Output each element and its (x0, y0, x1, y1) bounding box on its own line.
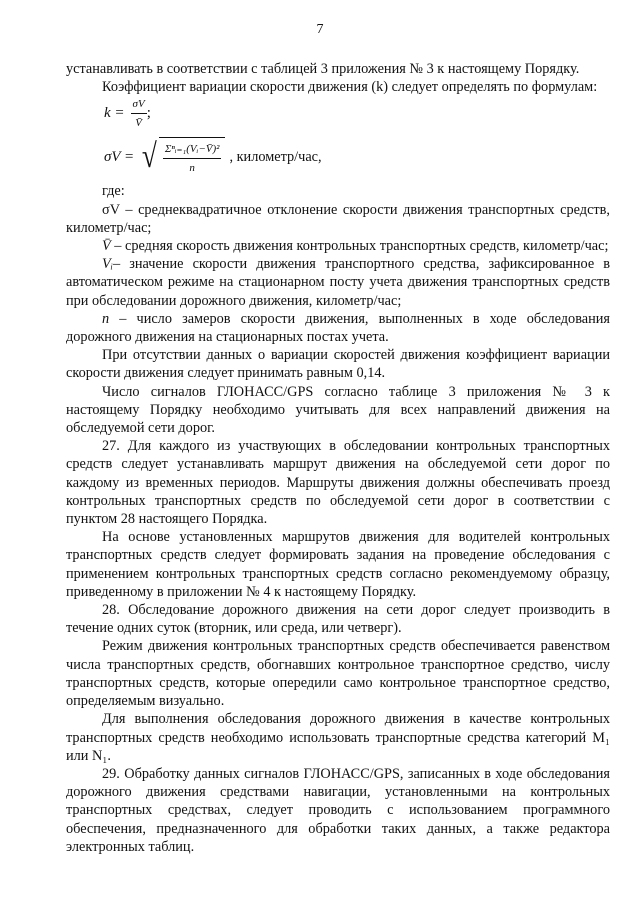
formula-sigma (104, 132, 610, 182)
where-label: где: (102, 183, 125, 200)
paragraph-27: 27. Для каждого из участвующих в обследовании контрольных транспортных средств следует устанавливать маршрут движения на обследуемой сети дорог по каждому из временных периодов. Маршруты движения должны обеспечивать проезд контрольных транспортных средств по обследуемой сети дорог в соответствии с пунктом 28 настоящего Порядка. (66, 438, 610, 528)
formula-sigma-lhs: σV = (104, 149, 135, 166)
paragraph-29: 29. Обработку данных сигналов ГЛОНАСС/GPS, записанных в ходе обследования дорожного движения средствами навигации, установленными на контрольных транспортных средствах, следует проводить с использованием программного обеспечения, предназначенного для обработки таких данных, а также редактора электронных таблиц. (66, 765, 610, 855)
paragraph: Режим движения контрольных транспортных средств обеспечивается равенством числа транспортных средств, обогнавших контрольное транспортное средство, числу транспортных средств, которые опередили само контрольное транспортное средство, определяемым визуально. (66, 638, 610, 710)
paragraph: На основе установленных маршрутов движения для водителей контрольных транспортных средств следует формировать задания на проведение обследования с применением контрольных транспортных средств согласно рекомендуемому образцу, приведенному в приложении № 4 к настоящему Порядку. (66, 529, 610, 600)
formula-k-fraction (131, 95, 147, 132)
page-number: 7 (316, 22, 324, 37)
vi-symbol: Vᵢ (102, 256, 113, 273)
paragraph: Для выполнения обследования дорожного движения в качестве контрольных транспортных средств необходимо использовать транспортные средства категорий M₁ или N₁. (66, 711, 610, 764)
paragraph: устанавливать в соответствии с таблицей 3 приложения № 3 к настоящему Порядку. (66, 61, 580, 77)
formula-sigma-numerator: Σⁿᵢ₌₁(Vᵢ−V̄)² (163, 140, 222, 159)
formula-sigma-unit: , километр/час, (229, 149, 322, 166)
formula-k-lhs: k = (104, 105, 125, 122)
formula-sigma-fraction (159, 137, 226, 177)
paragraph: Число сигналов ГЛОНАСС/GPS согласно таблице 3 приложения № 3 к настоящему Порядку необходимо учитывать для всех направлений движения на обследуемой сети дорог. (66, 383, 610, 437)
paragraph: Коэффициент вариации скорости движения (k) следует определять по формулам: (102, 79, 598, 96)
formula-k-numerator: σV (131, 95, 147, 114)
document-body (66, 60, 610, 856)
paragraph: При отсутствии данных о вариации скоростей движения коэффициент вариации скорости движения следует принимать равным 0,14. (66, 347, 610, 382)
definition-n: n – число замеров скорости движения, выполненных в ходе обследования дорожного движения на стационарных постах учета. (66, 310, 610, 346)
vbar-symbol: V̄ (102, 238, 111, 255)
paragraph-28: 28. Обследование дорожного движения на сети дорог следует производить в течение одних суток (вторник, или среда, или четверг). (66, 602, 610, 637)
definition-vi: Vᵢ– значение скорости движения транспортного средства, зафиксированное в автоматическом режиме на стационарном посту учета движения транспортных средств при обследовании дорожного движения, километр/час; (66, 256, 610, 309)
definition-vbar: V̄ – средняя скорость движения контрольных транспортных средств, километр/час; (102, 238, 609, 255)
formula-k-denominator: V̄ (135, 116, 142, 129)
n-symbol: n (102, 310, 110, 327)
formula-sigma-denominator: n (189, 162, 195, 175)
formula-k: k = $\frac{\sigma V}{V̄}$ ; (104, 96, 610, 130)
definition-sigma: σV – среднеквадратичное отклонение скорости движения транспортных средств, километр/час; (66, 201, 610, 236)
sqrt-symbol: √ $\frac{\text{Σⁿᵢ₌₁(Vᵢ−V̄)²}}{n}$ (140, 137, 225, 177)
